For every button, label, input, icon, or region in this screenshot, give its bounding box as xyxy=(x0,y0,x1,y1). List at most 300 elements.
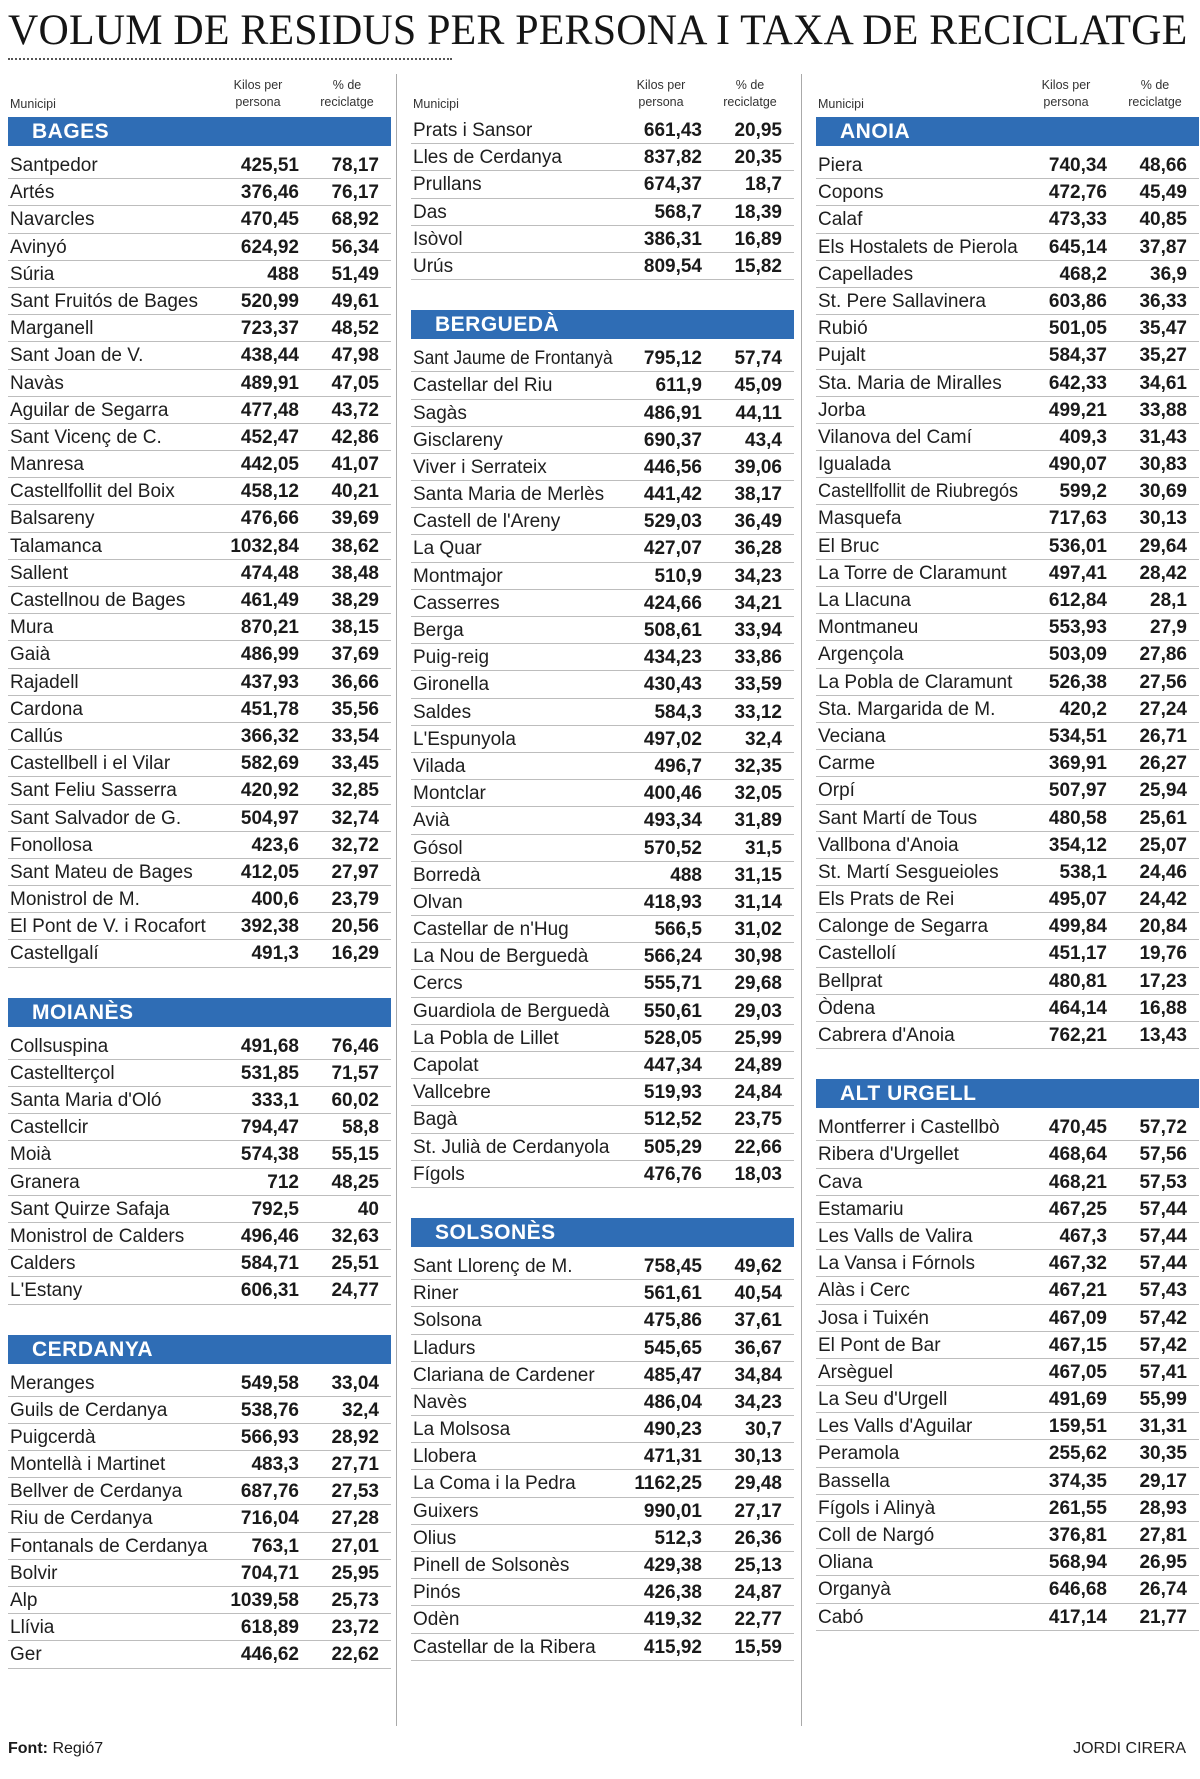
table-row xyxy=(816,478,1199,505)
table-row xyxy=(816,940,1199,967)
table-row xyxy=(816,1386,1199,1413)
table-row xyxy=(411,1253,794,1280)
municipality-name: Sallent xyxy=(10,562,69,584)
kilos-per-person: 496,7 xyxy=(654,755,702,777)
recycling-rate: 31,31 xyxy=(1139,1416,1187,1438)
table-row xyxy=(8,1587,391,1614)
header-kilos-line2: persona xyxy=(235,95,281,110)
kilos-per-person: 534,51 xyxy=(1048,725,1107,747)
header-recycling-line2: reciclatge xyxy=(723,95,777,110)
recycling-rate: 45,09 xyxy=(734,375,782,397)
municipality-name: La Molsosa xyxy=(413,1419,511,1441)
kilos-per-person: 491,3 xyxy=(251,943,299,965)
municipality-name: Castellar de la Ribera xyxy=(413,1636,596,1658)
recycling-rate: 78,17 xyxy=(331,155,379,176)
recycling-rate: 35,27 xyxy=(1139,345,1187,367)
table-row xyxy=(816,614,1199,641)
table-row xyxy=(816,886,1199,913)
recycling-rate: 39,69 xyxy=(331,508,379,530)
table-row xyxy=(411,372,794,399)
municipality-name: La Pobla de Claramunt xyxy=(818,671,1013,693)
table-row xyxy=(411,1552,794,1579)
municipality-name: Ger xyxy=(10,1644,42,1666)
municipality-name: Castellar de n'Hug xyxy=(413,919,569,941)
municipality-name: Lles de Cerdanya xyxy=(413,147,562,169)
kilos-per-person: 495,07 xyxy=(1048,889,1107,911)
recycling-rate: 57,42 xyxy=(1139,1307,1187,1329)
table-row xyxy=(816,152,1199,179)
municipality-name: Sant Jaume de Frontanyà xyxy=(413,348,613,370)
kilos-per-person: 415,92 xyxy=(643,1636,702,1658)
table-row xyxy=(816,1576,1199,1603)
kilos-per-person: 584,37 xyxy=(1048,345,1107,367)
table-row xyxy=(411,1079,794,1106)
kilos-per-person: 423,6 xyxy=(251,834,299,856)
table-row xyxy=(8,1560,391,1587)
kilos-per-person: 400,46 xyxy=(643,783,702,805)
column-header xyxy=(816,72,1199,112)
municipality-name: Cabrera d'Anoia xyxy=(818,1025,955,1046)
municipality-name: Fígols i Alinyà xyxy=(818,1497,936,1519)
municipality-name: Estamariu xyxy=(818,1198,904,1220)
table-row xyxy=(411,454,794,481)
kilos-per-person: 538,1 xyxy=(1059,861,1107,883)
kilos-per-person: 417,14 xyxy=(1048,1606,1107,1628)
recycling-rate: 37,87 xyxy=(1139,236,1187,258)
municipality-name: Sant Mateu de Bages xyxy=(10,861,193,883)
municipality-name: Llobera xyxy=(413,1446,477,1468)
recycling-rate: 20,35 xyxy=(734,147,782,169)
kilos-per-person: 430,43 xyxy=(643,674,702,696)
municipality-name: Sant Vicenç de C. xyxy=(10,426,162,448)
recycling-rate: 28,92 xyxy=(331,1426,379,1448)
recycling-rate: 32,72 xyxy=(331,834,379,856)
kilos-per-person: 763,1 xyxy=(251,1535,299,1557)
header-municipality: Municipi xyxy=(413,97,459,111)
municipality-name: Les Valls d'Aguilar xyxy=(818,1416,973,1438)
kilos-per-person: 528,05 xyxy=(643,1027,702,1049)
recycling-rate: 27,53 xyxy=(331,1481,379,1503)
table-row xyxy=(816,1468,1199,1495)
kilos-per-person: 464,14 xyxy=(1048,997,1107,1019)
table-row xyxy=(816,1332,1199,1359)
municipality-name: Odèn xyxy=(413,1609,460,1631)
kilos-per-person: 519,93 xyxy=(643,1082,702,1104)
recycling-rate: 68,92 xyxy=(331,209,379,231)
municipality-name: Arsèguel xyxy=(818,1361,893,1383)
municipality-name: Igualada xyxy=(818,454,891,476)
municipality-name: Fonollosa xyxy=(10,834,93,856)
municipality-name: Josa i Tuixén xyxy=(818,1307,929,1329)
kilos-per-person: 476,66 xyxy=(240,508,299,530)
municipality-name: Alàs i Cerc xyxy=(818,1280,910,1302)
header-recycling xyxy=(303,77,391,111)
municipality-name: El Pont de Bar xyxy=(818,1334,941,1356)
region-header: ANOIA xyxy=(816,117,1199,146)
recycling-rate: 22,66 xyxy=(734,1136,782,1158)
title-rule xyxy=(8,58,452,60)
kilos-per-person: 499,21 xyxy=(1048,399,1107,421)
header-recycling-line2: reciclatge xyxy=(320,95,374,110)
kilos-per-person: 512,3 xyxy=(654,1527,702,1549)
municipality-name: Sagàs xyxy=(413,402,467,424)
municipality-name: Les Valls de Valira xyxy=(818,1225,973,1247)
municipality-name: Castell de l'Areny xyxy=(413,511,561,533)
header-kilos-line1: Kilos per xyxy=(1041,78,1091,93)
recycling-rate: 33,86 xyxy=(734,647,782,669)
table-row xyxy=(8,1424,391,1451)
municipality-name: Bassella xyxy=(818,1470,890,1492)
municipality-name: Castellgalí xyxy=(10,943,99,965)
source-note xyxy=(8,1740,103,1758)
recycling-rate: 31,02 xyxy=(734,919,782,941)
kilos-per-person: 584,71 xyxy=(240,1253,299,1275)
kilos-per-person: 400,6 xyxy=(251,889,299,911)
municipality-name: Guils de Cerdanya xyxy=(10,1399,168,1421)
municipality-name: Balsareny xyxy=(10,508,95,530)
header-kilos-line2: persona xyxy=(638,95,684,110)
table-row xyxy=(8,505,391,532)
table-row xyxy=(411,171,794,198)
kilos-per-person: 550,61 xyxy=(643,1000,702,1022)
recycling-rate: 34,23 xyxy=(734,565,782,587)
table-row xyxy=(411,1525,794,1552)
kilos-per-person: 704,71 xyxy=(240,1562,299,1584)
recycling-rate: 20,95 xyxy=(734,120,782,141)
table-row xyxy=(8,533,391,560)
municipality-name: Calaf xyxy=(818,209,863,231)
kilos-per-person: 740,34 xyxy=(1048,155,1107,176)
column-1 xyxy=(8,72,391,1669)
municipality-name: Gironella xyxy=(413,674,490,696)
municipality-name: Olvan xyxy=(413,891,463,913)
recycling-rate: 15,59 xyxy=(734,1636,782,1658)
kilos-per-person: 545,65 xyxy=(643,1337,702,1359)
table-row xyxy=(816,1223,1199,1250)
municipality-name: Gisclareny xyxy=(413,429,503,451)
municipality-name: Borredà xyxy=(413,864,481,886)
kilos-per-person: 520,99 xyxy=(240,290,299,312)
recycling-rate: 33,45 xyxy=(331,753,379,775)
municipality-name: Puigcerdà xyxy=(10,1426,96,1448)
municipality-name: Mura xyxy=(10,617,54,639)
kilos-per-person: 553,93 xyxy=(1048,617,1107,639)
kilos-per-person: 794,47 xyxy=(240,1117,299,1139)
recycling-rate: 33,59 xyxy=(734,674,782,696)
table-row xyxy=(816,641,1199,668)
recycling-rate: 60,02 xyxy=(331,1090,379,1111)
municipality-name: Prats i Sansor xyxy=(413,120,533,141)
municipality-name: Sant Salvador de G. xyxy=(10,807,182,829)
recycling-rate: 25,94 xyxy=(1139,780,1187,802)
recycling-rate: 28,93 xyxy=(1139,1497,1187,1519)
table-row xyxy=(411,671,794,698)
column-separator xyxy=(801,74,802,1726)
municipality-name: Fígols xyxy=(413,1163,465,1185)
kilos-per-person: 467,05 xyxy=(1048,1361,1107,1383)
recycling-rate: 33,94 xyxy=(734,620,782,641)
table-row xyxy=(8,805,391,832)
table-row xyxy=(816,179,1199,206)
recycling-rate: 40,85 xyxy=(1139,209,1187,231)
recycling-rate: 32,4 xyxy=(342,1399,379,1421)
recycling-rate: 30,13 xyxy=(1139,508,1187,530)
recycling-rate: 36,66 xyxy=(331,671,379,693)
kilos-per-person: 452,47 xyxy=(240,426,299,448)
municipality-name: Organyà xyxy=(818,1579,891,1601)
recycling-rate: 32,85 xyxy=(331,780,379,802)
municipality-name: Callús xyxy=(10,725,63,747)
recycling-rate: 22,77 xyxy=(734,1609,782,1631)
table-row xyxy=(816,1495,1199,1522)
recycling-rate: 31,15 xyxy=(734,864,782,886)
kilos-per-person: 159,51 xyxy=(1048,1416,1107,1438)
recycling-rate: 25,95 xyxy=(331,1562,379,1584)
kilos-per-person: 566,24 xyxy=(643,946,702,968)
kilos-per-person: 690,37 xyxy=(643,429,702,451)
kilos-per-person: 646,68 xyxy=(1048,1579,1107,1601)
header-kilos-line1: Kilos per xyxy=(233,78,283,93)
table-row xyxy=(411,535,794,562)
recycling-rate: 57,53 xyxy=(1139,1171,1187,1193)
recycling-rate: 39,06 xyxy=(734,456,782,478)
kilos-per-person: 624,92 xyxy=(240,236,299,258)
municipality-name: Moià xyxy=(10,1144,52,1166)
municipality-name: Carme xyxy=(818,753,876,775)
recycling-rate: 30,69 xyxy=(1139,481,1187,503)
municipality-name: Cabó xyxy=(818,1606,864,1628)
kilos-per-person: 376,81 xyxy=(1048,1525,1107,1546)
recycling-rate: 57,44 xyxy=(1139,1253,1187,1275)
table-row xyxy=(816,1114,1199,1141)
kilos-per-person: 508,61 xyxy=(643,620,702,641)
kilos-per-person: 467,15 xyxy=(1048,1334,1107,1356)
table-row xyxy=(8,288,391,315)
kilos-per-person: 758,45 xyxy=(643,1255,702,1277)
table-row xyxy=(816,1305,1199,1332)
municipality-name: Solsona xyxy=(413,1310,482,1332)
municipality-name: Avià xyxy=(413,810,450,832)
municipality-name: Rubió xyxy=(818,318,868,340)
recycling-rate: 26,74 xyxy=(1139,1579,1187,1601)
recycling-rate: 40,21 xyxy=(331,481,379,503)
table-row xyxy=(411,998,794,1025)
author-credit: JORDI CIRERA xyxy=(1073,1740,1186,1757)
kilos-per-person: 490,07 xyxy=(1048,454,1107,476)
kilos-per-person: 477,48 xyxy=(240,399,299,421)
municipality-name: Castellolí xyxy=(818,943,897,965)
table-row xyxy=(411,835,794,862)
table-row xyxy=(816,995,1199,1022)
recycling-rate: 27,24 xyxy=(1139,698,1187,720)
kilos-per-person: 497,41 xyxy=(1048,562,1107,584)
municipality-name: Navarcles xyxy=(10,209,95,231)
region-section xyxy=(8,998,391,1305)
recycling-rate: 25,07 xyxy=(1139,834,1187,856)
kilos-per-person: 429,38 xyxy=(643,1555,702,1576)
recycling-rate: 34,23 xyxy=(734,1391,782,1413)
municipality-name: Alp xyxy=(10,1590,38,1611)
kilos-per-person: 425,51 xyxy=(240,155,299,176)
recycling-rate: 27,71 xyxy=(331,1454,379,1476)
table-row xyxy=(816,1022,1199,1049)
kilos-per-person: 480,81 xyxy=(1048,970,1107,992)
table-row xyxy=(816,370,1199,397)
recycling-rate: 35,56 xyxy=(331,698,379,720)
municipality-name: Monistrol de M. xyxy=(10,889,140,911)
kilos-per-person: 792,5 xyxy=(251,1198,299,1220)
recycling-rate: 32,35 xyxy=(734,755,782,777)
recycling-rate: 43,4 xyxy=(745,429,782,451)
table-row xyxy=(816,1413,1199,1440)
kilos-per-person: 570,52 xyxy=(643,837,702,859)
kilos-per-person: 661,43 xyxy=(643,120,702,141)
recycling-rate: 71,57 xyxy=(331,1062,379,1084)
region-section xyxy=(411,1218,794,1661)
recycling-rate: 30,83 xyxy=(1139,454,1187,476)
kilos-per-person: 470,45 xyxy=(240,209,299,231)
header-kilos-line2: persona xyxy=(1043,95,1089,110)
table-row xyxy=(816,669,1199,696)
header-municipality: Municipi xyxy=(10,97,56,111)
municipality-name: Clariana de Cardener xyxy=(413,1364,595,1386)
table-row xyxy=(816,261,1199,288)
table-row xyxy=(8,587,391,614)
table-row xyxy=(8,1370,391,1397)
column-header xyxy=(411,72,794,112)
kilos-per-person: 467,3 xyxy=(1059,1225,1107,1247)
table-row xyxy=(411,1307,794,1334)
table-row xyxy=(411,1161,794,1188)
kilos-per-person: 717,63 xyxy=(1048,508,1107,530)
column-separator xyxy=(396,74,397,1726)
table-row xyxy=(411,699,794,726)
municipality-name: Lladurs xyxy=(413,1337,476,1359)
kilos-per-person: 451,17 xyxy=(1048,943,1107,965)
kilos-per-person: 458,12 xyxy=(240,481,299,503)
recycling-rate: 41,07 xyxy=(331,454,379,476)
table-row xyxy=(8,1060,391,1087)
municipality-name: Avinyó xyxy=(10,236,67,258)
table-row xyxy=(411,753,794,780)
kilos-per-person: 366,32 xyxy=(240,725,299,747)
table-row xyxy=(8,777,391,804)
table-row xyxy=(816,777,1199,804)
municipality-name: Bellprat xyxy=(818,970,883,992)
kilos-per-person: 503,09 xyxy=(1048,644,1107,666)
municipality-name: Olius xyxy=(413,1527,457,1549)
recycling-rate: 31,5 xyxy=(745,837,782,859)
recycling-rate: 48,25 xyxy=(331,1171,379,1193)
table-row xyxy=(8,1223,391,1250)
recycling-rate: 33,12 xyxy=(734,701,782,723)
recycling-rate: 57,41 xyxy=(1139,1361,1187,1383)
kilos-per-person: 612,84 xyxy=(1048,590,1107,611)
municipality-name: Casserres xyxy=(413,592,500,614)
kilos-per-person: 504,97 xyxy=(240,807,299,829)
table-row xyxy=(8,1277,391,1304)
recycling-rate: 48,52 xyxy=(331,318,379,340)
municipality-name: Sant Quirze Safaja xyxy=(10,1198,170,1220)
table-row xyxy=(411,1579,794,1606)
table-row xyxy=(411,563,794,590)
table-row xyxy=(8,397,391,424)
recycling-rate: 29,03 xyxy=(734,1000,782,1022)
kilos-per-person: 611,9 xyxy=(655,375,702,397)
recycling-rate: 49,61 xyxy=(331,290,379,312)
kilos-per-person: 489,91 xyxy=(240,372,299,394)
recycling-rate: 37,69 xyxy=(331,644,379,666)
recycling-rate: 27,17 xyxy=(734,1500,782,1522)
kilos-per-person: 485,47 xyxy=(643,1364,702,1386)
kilos-per-person: 674,37 xyxy=(643,174,702,196)
kilos-per-person: 470,45 xyxy=(1048,1117,1107,1139)
table-row xyxy=(816,1359,1199,1386)
kilos-per-person: 491,68 xyxy=(240,1035,299,1057)
kilos-per-person: 420,2 xyxy=(1059,698,1107,720)
recycling-rate: 33,88 xyxy=(1139,399,1187,421)
recycling-rate: 30,98 xyxy=(734,946,782,968)
table-row xyxy=(8,1533,391,1560)
recycling-rate: 16,88 xyxy=(1139,997,1187,1019)
table-row xyxy=(816,1277,1199,1304)
page-title: VOLUM DE RESIDUS PER PERSONA I TAXA DE RECICLATGE xyxy=(8,7,1188,54)
municipality-name: Sant Fruitós de Bages xyxy=(10,290,198,312)
table-row xyxy=(8,669,391,696)
table-row xyxy=(816,1250,1199,1277)
municipality-name: Rajadell xyxy=(10,671,79,693)
municipality-name: Sant Joan de V. xyxy=(10,345,144,367)
region-header: BAGES xyxy=(8,117,391,146)
kilos-per-person: 427,07 xyxy=(643,538,702,560)
recycling-rate: 18,7 xyxy=(745,174,782,196)
municipality-name: Artés xyxy=(10,182,55,204)
table-row xyxy=(411,1280,794,1307)
table-row xyxy=(411,1606,794,1633)
kilos-per-person: 467,32 xyxy=(1048,1253,1107,1275)
kilos-per-person: 568,7 xyxy=(654,201,702,223)
table-row xyxy=(8,940,391,967)
source-value: Regió7 xyxy=(52,1740,104,1757)
recycling-rate: 36,67 xyxy=(734,1337,782,1359)
kilos-per-person: 461,49 xyxy=(240,590,299,611)
table-row xyxy=(411,943,794,970)
header-recycling-line1: % de xyxy=(332,78,362,93)
municipality-name: Castellbell i el Vilar xyxy=(10,753,171,775)
kilos-per-person: 468,64 xyxy=(1048,1144,1107,1166)
table-row xyxy=(816,560,1199,587)
kilos-per-person: 412,05 xyxy=(240,861,299,883)
kilos-per-person: 837,82 xyxy=(643,147,702,169)
table-row xyxy=(816,723,1199,750)
kilos-per-person: 723,37 xyxy=(240,318,299,340)
table-row xyxy=(411,1470,794,1497)
municipality-name: Capellades xyxy=(818,263,914,285)
table-row xyxy=(411,1052,794,1079)
municipality-name: Peramola xyxy=(818,1443,900,1465)
recycling-rate: 16,89 xyxy=(734,228,782,250)
table-row xyxy=(411,807,794,834)
recycling-rate: 24,46 xyxy=(1139,861,1187,883)
municipality-name: Talamanca xyxy=(10,535,102,557)
table-row xyxy=(8,315,391,342)
recycling-rate: 31,43 xyxy=(1139,426,1187,448)
recycling-rate: 27,86 xyxy=(1139,644,1187,666)
municipality-name: El Bruc xyxy=(818,535,880,557)
recycling-rate: 28,1 xyxy=(1150,590,1187,611)
recycling-rate: 16,29 xyxy=(331,943,379,965)
recycling-rate: 38,62 xyxy=(331,535,379,557)
